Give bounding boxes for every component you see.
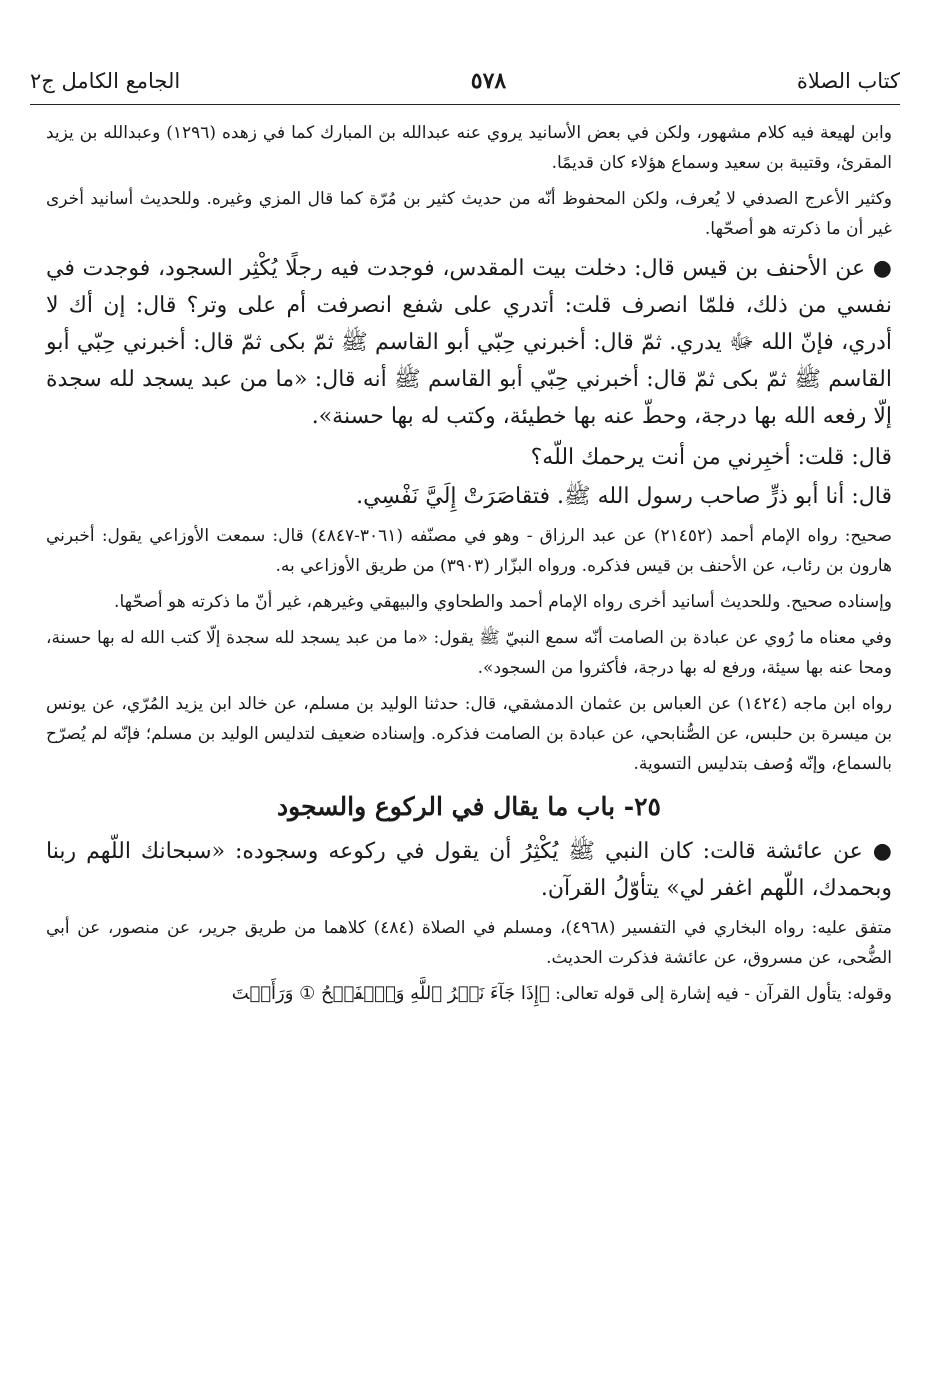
hadith-text: ● عن عائشة قالت: كان النبي ﷺ يُكْثِرُ أن يقول في ركوعه وسجوده: «سبحانك اللّهم ربنا وبحمدك، اللّهم اغفر لي» يتأوّلُ القرآن. <box>46 839 892 901</box>
chapter-running-title: كتاب الصلاة <box>796 69 900 93</box>
note-paragraph: وابن لهيعة فيه كلام مشهور، ولكن في بعض الأسانيد يروي عنه عبدالله بن المبارك كما في زهده (١٢٩٦) وعبدالله بن يزيد المقرئ، وقتيبة بن سعيد وسماع هؤلاء كان قديمًا. <box>46 123 892 173</box>
hadith-text: ● عن الأحنف بن قيس قال: دخلت بيت المقدس، فوجدت فيه رجلًا يُكْثِر السجود، فوجدت في نفسي من ذلك، فلمّا انصرف قلت: أتدري على شفع انصرفت أم على وتر؟ قال: إن أك لا أدري، فإنّ الله ﷻ يدري. ثمّ قال: أخبرني حِبّي أبو القاسم ﷺ ثمّ بكى ثمّ قال: أخبرني حِبّي أبو القاسم ﷺ ثمّ بكى ثمّ قال: أخبرني حِبّي أبو القاسم ﷺ أنه قال: «ما من عبد يسجد لله سجدة إلّا رفعه الله بها درجة، وحطّ عنه بها خطيئة، وكتب له بها حسنة». <box>46 256 892 429</box>
chapter-heading: ٢٥- باب ما يقال في الركوع والسجود <box>277 792 661 821</box>
page-header <box>30 58 900 105</box>
note-text: وقوله: يتأول القرآن - فيه إشارة إلى قوله تعالى: <box>555 984 892 1004</box>
note-paragraph: متفق عليه: رواه البخاري في التفسير (٤٩٦٨)، ومسلم في الصلاة (٤٨٤) كلاهما من طريق جرير، عن منصور، عن أبي الضُّحى، عن مسروق، عن عائشة فذكرت الحديث. <box>46 918 892 968</box>
page-body <box>46 118 892 1015</box>
note-paragraph: وفي معناه ما رُوي عن عبادة بن الصامت أنّه سمع النبيّ ﷺ يقول: «ما من عبد يسجد لله سجدة إلّا كتب الله له بها حسنة، ومحا عنه بها سيئة، ورفع له بها درجة، فأكثروا من السجود». <box>46 628 892 678</box>
book-running-title: الجامع الكامل ج٢ <box>30 69 181 93</box>
note-paragraph-last <box>46 979 892 1009</box>
note-paragraph: وكثير الأعرج الصدفي لا يُعرف، ولكن المحفوظ أنّه من حديث كثير بن مُرّة كما قال المزي وغيره. وللحديث أسانيد أخرى غير أن ما ذكرته هو أصحّها. <box>46 189 892 239</box>
note-paragraph: وإسناده صحيح. وللحديث أسانيد أخرى رواه الإمام أحمد والطحاوي والبيهقي وغيرهم، غير أنّ ما ذكرته هو أصحّها. <box>114 592 892 612</box>
note-paragraph: صحيح: رواه الإمام أحمد (٢١٤٥٢) عن عبد الرزاق - وهو في مصنّفه (٣٠٦١-٤٨٤٧) قال: سمعت الأوزاعي يقول: أخبرني هارون بن رئاب، عن الأحنف بن قيس فذكره. ورواه البزّار (٣٩٠٣) من طريق الأوزاعي به. <box>46 526 892 576</box>
hadith-answer: قال: أنا أبو ذرٍّ صاحب رسول الله ﷺ. فتقاصَرَتْ إِلَيَّ نَفْسِي. <box>356 484 892 509</box>
page-number: ٥٧٨ <box>470 68 507 94</box>
hadith-question: قال: قلت: أخبِرني من أنت يرحمك اللّه؟ <box>530 445 892 470</box>
quran-verse: ﴿إِذَا جَآءَ نَصۡرُ ٱللَّهِ وَٱلۡفَتۡحُ ① وَرَأَيۡتَ <box>231 983 550 1004</box>
note-paragraph: رواه ابن ماجه (١٤٢٤) عن العباس بن عثمان الدمشقي، قال: حدثنا الوليد بن مسلم، عن خالد ابن يزيد المُرّي، عن يونس بن ميسرة بن حلبس، عن الصُّنابحي، عن عبادة بن الصامت فذكره. وإسناده ضعيف لتدليس الوليد بن مسلم؛ فإنّه لم يُصرّح بالسماع، وإنّه وُصف بتدليس التسوية. <box>46 694 892 774</box>
